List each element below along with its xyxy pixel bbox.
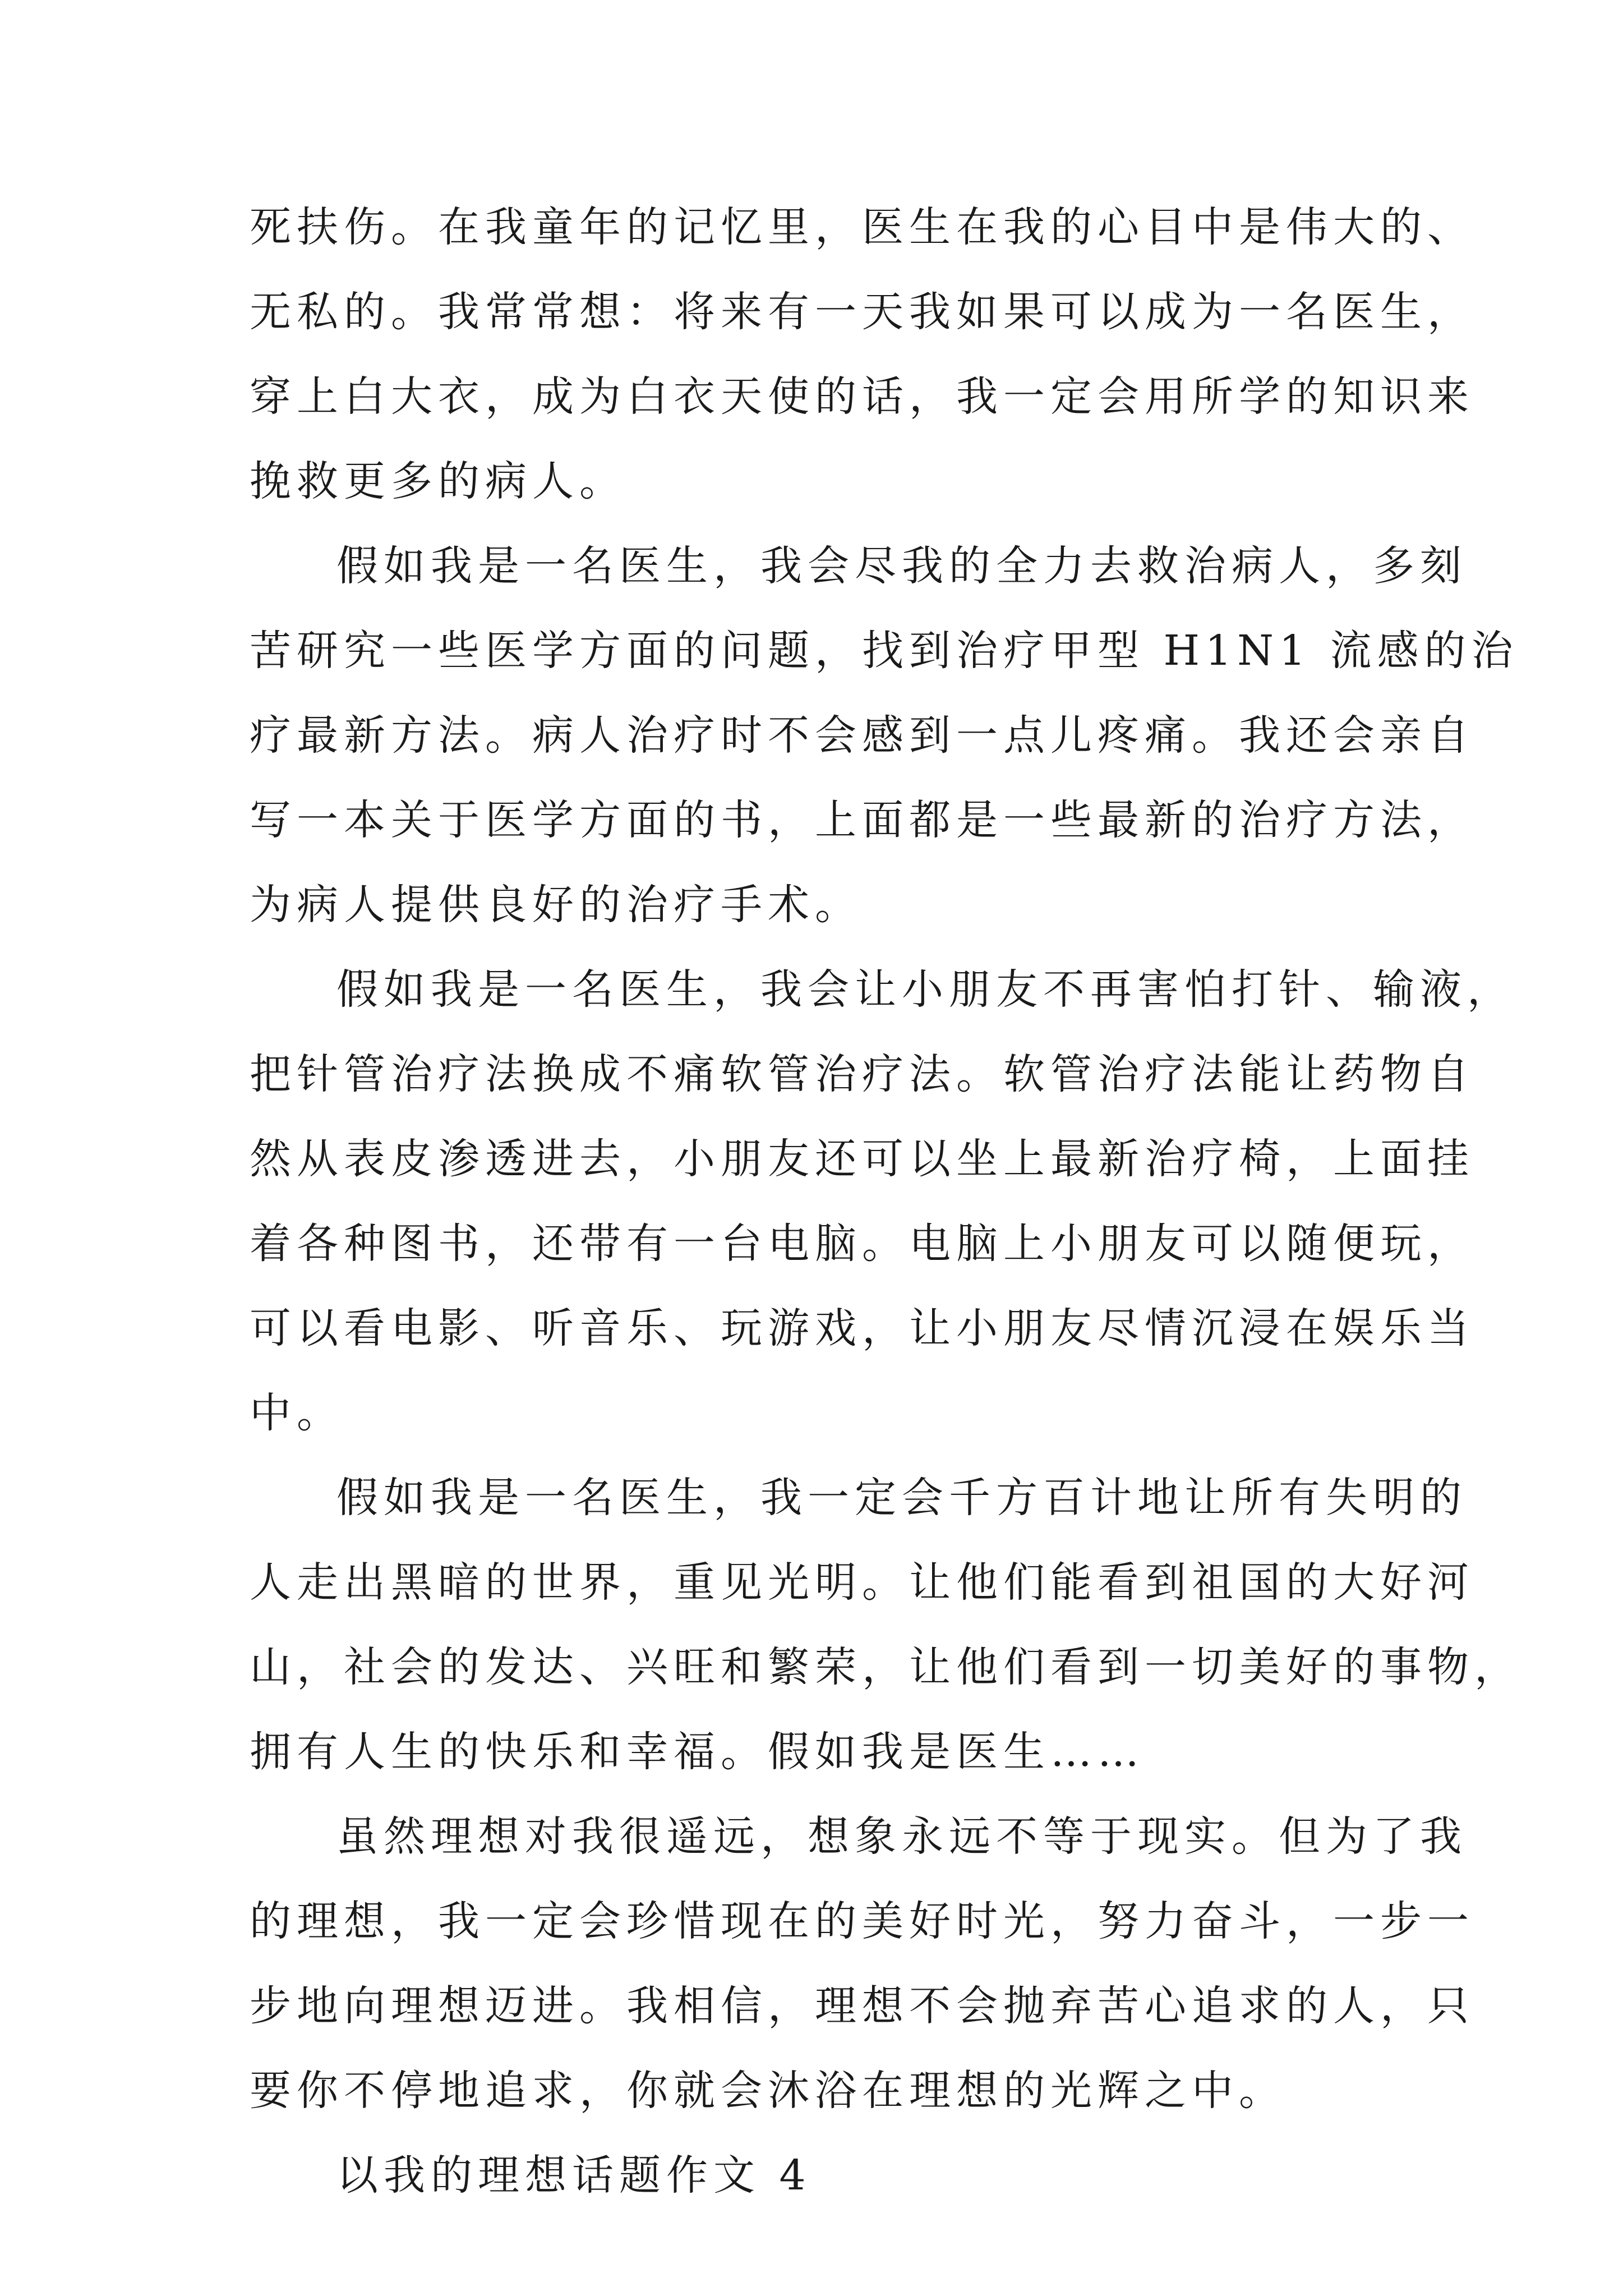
text-line: 死扶伤。在我童年的记忆里，医生在我的心目中是伟大的、 [250, 203, 1474, 251]
text-line: 的理想，我一定会珍惜现在的美好时光，努力奋斗，一步一 [250, 1897, 1474, 1945]
text-line: 着各种图书，还带有一台电脑。电脑上小朋友可以随便玩， [250, 1220, 1474, 1268]
text-line: 假如我是一名医生，我会尽我的全力去救治病人，多刻 [336, 542, 1467, 590]
text-line: 可以看电影、听音乐、玩游戏，让小朋友尽情沉浸在娱乐当 [250, 1304, 1474, 1352]
text-line: 山，社会的发达、兴旺和繁荣，让他们看到一切美好的事物， [250, 1643, 1521, 1691]
text-line: 假如我是一名医生，我一定会千方百计地让所有失明的 [336, 1474, 1467, 1522]
text-line: 疗最新方法。病人治疗时不会感到一点儿疼痛。我还会亲自 [250, 711, 1474, 760]
text-line: 要你不停地追求，你就会沐浴在理想的光辉之中。 [250, 2067, 1286, 2115]
text-line: 然从表皮渗透进去，小朋友还可以坐上最新治疗椅，上面挂 [250, 1135, 1474, 1183]
text-line: 虽然理想对我很遥远，想象永远不等于现实。但为了我 [336, 1812, 1467, 1861]
text-line: 写一本关于医学方面的书，上面都是一些最新的治疗方法， [250, 796, 1474, 844]
text-line: 拥有人生的快乐和幸福。假如我是医生…… [250, 1728, 1145, 1776]
text-line: 为病人提供良好的治疗手术。 [250, 881, 862, 929]
text-line: 人走出黑暗的世界，重见光明。让他们能看到祖国的大好河 [250, 1558, 1474, 1607]
text-line: 挽救更多的病人。 [250, 457, 626, 505]
text-line: 穿上白大衣，成为白衣天使的话，我一定会用所学的知识来 [250, 372, 1474, 421]
text-line: 苦研究一些医学方面的问题，找到治疗甲型 H1N1 流感的治 [250, 627, 1519, 675]
text-line: 步地向理想迈进。我相信，理想不会抛弃苦心追求的人，只 [250, 1982, 1474, 2030]
text-line: 中。 [250, 1389, 344, 1437]
text-line: 假如我是一名医生，我会让小朋友不再害怕打针、输液， [336, 965, 1514, 1014]
section-heading: 以我的理想话题作文 4 [336, 2151, 811, 2200]
text-line: 把针管治疗法换成不痛软管治疗法。软管治疗法能让药物自 [250, 1050, 1474, 1098]
text-line: 无私的。我常常想：将来有一天我如果可以成为一名医生， [250, 288, 1474, 336]
